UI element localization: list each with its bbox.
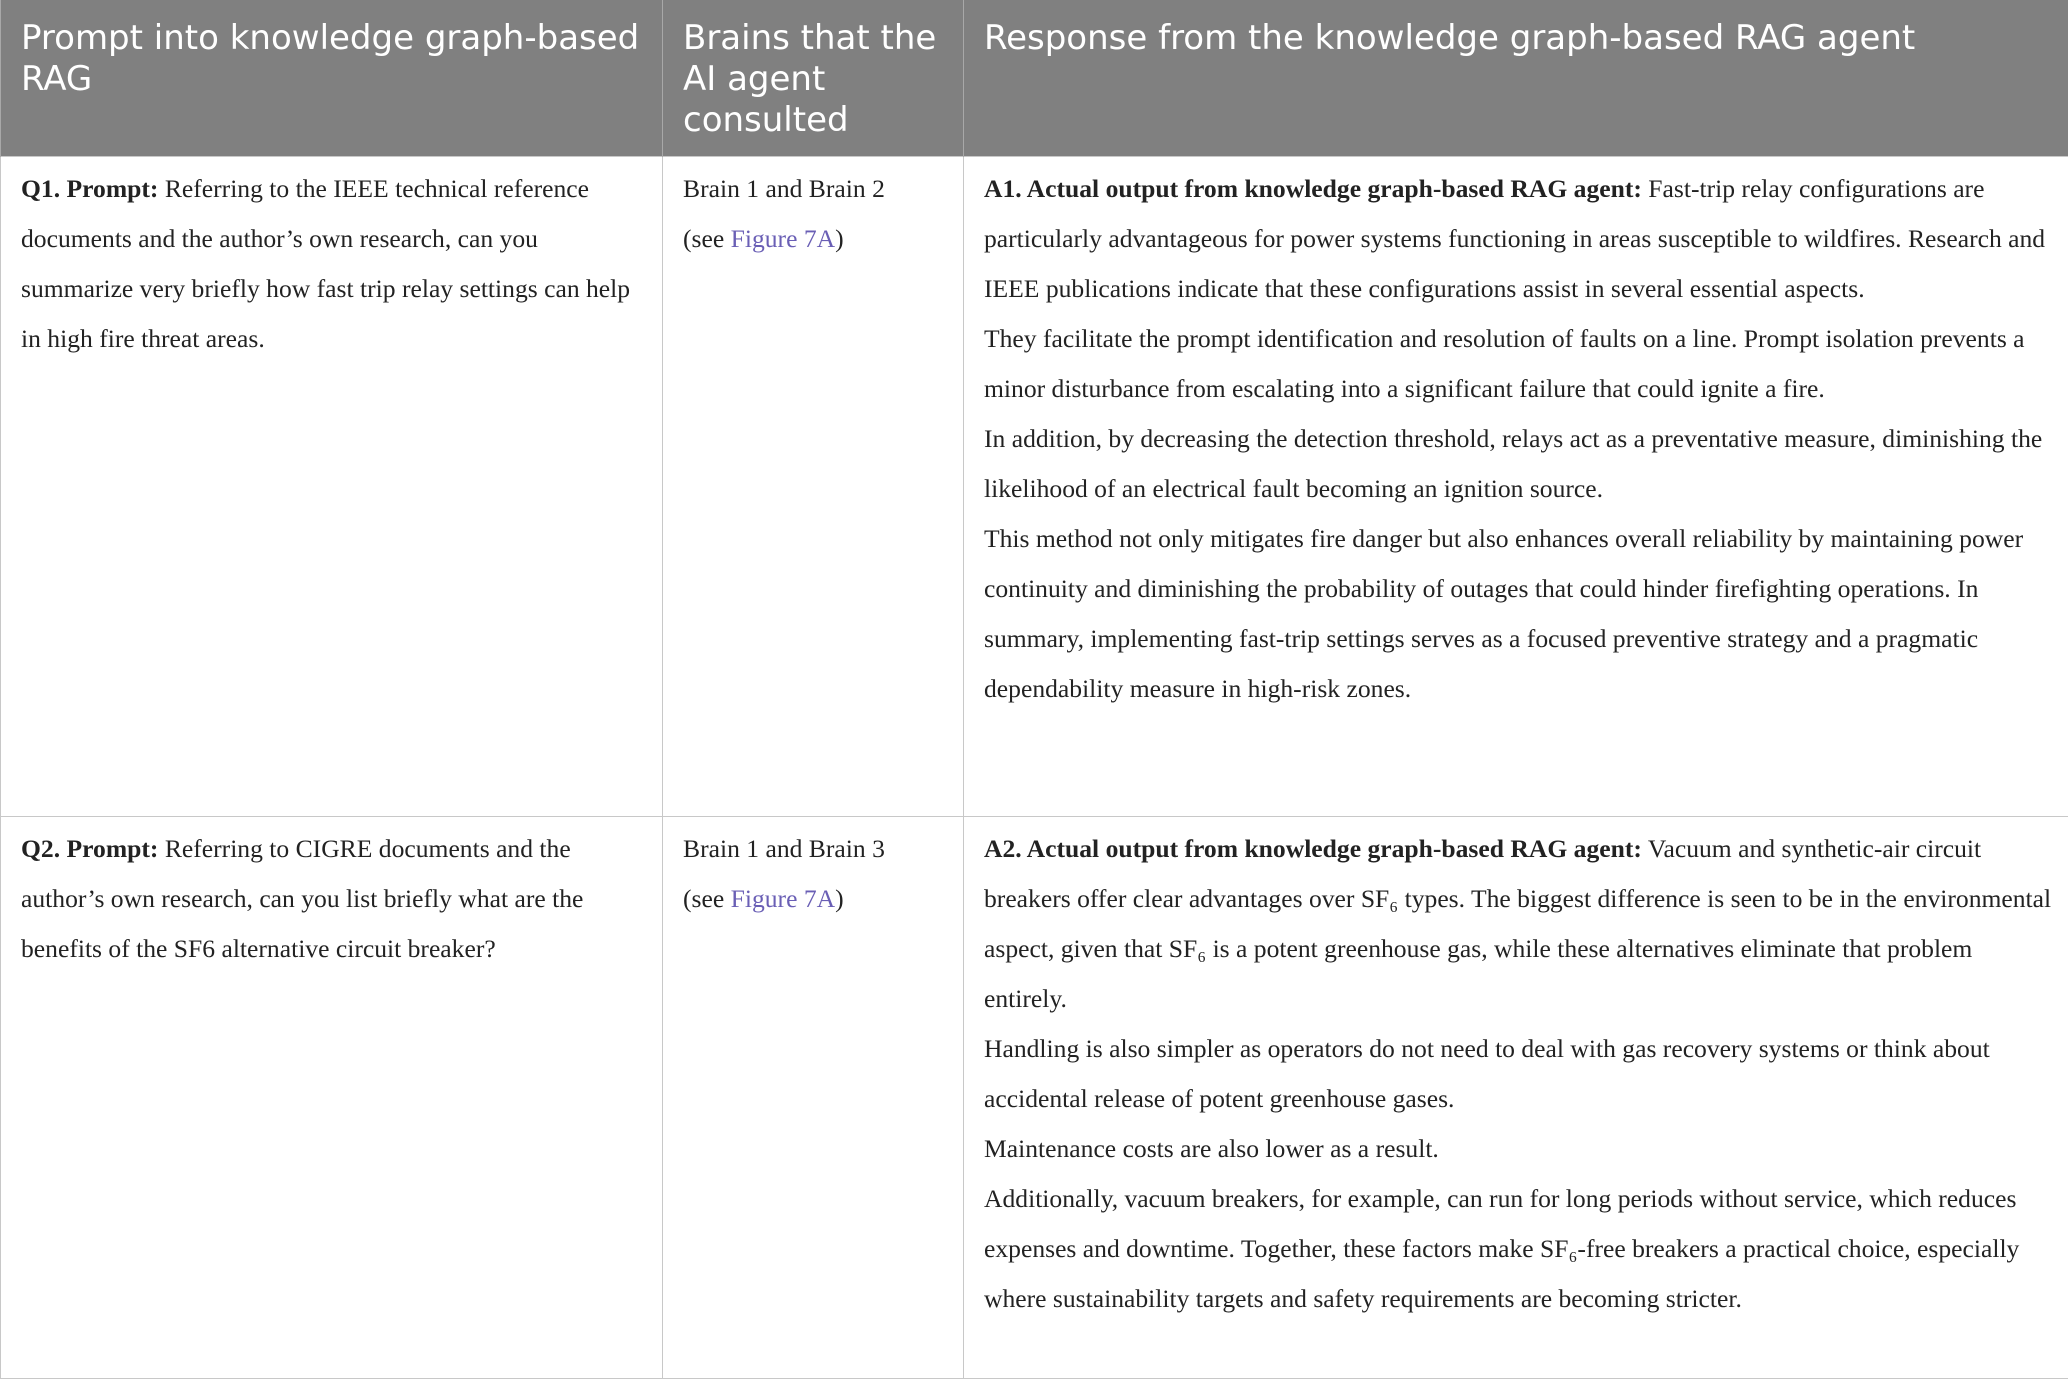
brains-cell [663,156,964,816]
response-paragraph: Maintenance costs are also lower as a result. [984,1133,1439,1163]
header-row [1,0,2068,156]
table-row [1,816,2068,1378]
brains-text: Brain 1 and Brain 3 [683,833,885,863]
header-brains: Brains that the AI agent consulted [663,0,964,156]
response-cell [964,816,2068,1378]
response-paragraph: Vacuum and synthetic-air circuit breakers offer clear advantages over SF₆ types. The biggest difference is seen to be in the environmental aspect, given that SF₆ is a potent greenhouse gas, while these alternatives eliminate that problem entirely. [984,833,2052,1013]
see-prefix: (see [683,883,731,913]
brains-text: Brain 1 and Brain 2 [683,173,885,203]
see-suffix: ) [835,223,844,253]
see-suffix: ) [835,883,844,913]
response-label: A2. Actual output from knowledge graph-based RAG agent: [984,833,1642,863]
response-paragraph: Handling is also simpler as operators do not need to deal with gas recovery systems or think about accidental release of potent greenhouse gases. [984,1033,1990,1113]
table-row [1,156,2068,816]
response-label: A1. Actual output from knowledge graph-based RAG agent: [984,173,1642,203]
response-cell [964,156,2068,816]
prompt-text: Referring to CIGRE documents and the author’s own research, can you list briefly what are the benefits of the SF6 alternative circuit breaker? [21,833,584,963]
response-paragraph: In addition, by decreasing the detection threshold, relays act as a preventative measure, diminishing the likelihood of an electrical fault becoming an ignition source. [984,423,2043,503]
prompt-label: Q1. Prompt: [21,173,159,203]
response-paragraph: Additionally, vacuum breakers, for example, can run for long periods without service, which reduces expenses and downtime. Together, these factors make SF₆-free breakers a practical choice, especially where sustainability targets and safety requirements are becoming stricter. [984,1183,2020,1313]
prompt-cell [1,816,663,1378]
brains-cell [663,816,964,1378]
figure-link[interactable]: Figure 7A [730,223,836,253]
prompt-text: Referring to the IEEE technical reference documents and the author’s own research, can you summarize very briefly how fast trip relay settings can help in high fire threat areas. [21,173,631,353]
response-paragraph: They facilitate the prompt identification and resolution of faults on a line. Prompt isolation prevents a minor disturbance from escalating into a significant failure that could ignite a fire. [984,323,2025,403]
header-prompt: Prompt into knowledge graph-based RAG [1,0,663,156]
prompt-label: Q2. Prompt: [21,833,159,863]
see-prefix: (see [683,223,731,253]
figure-link[interactable]: Figure 7A [730,883,836,913]
response-paragraph: Fast-trip relay configurations are particularly advantageous for power systems functioning in areas susceptible to wildfires. Research and IEEE publications indicate that these configurations assist in several essential aspects. [984,173,2046,303]
response-paragraph: This method not only mitigates fire danger but also enhances overall reliability by maintaining power continuity and diminishing the probability of outages that could hinder firefighting operations. In summary, implementing fast-trip settings serves as a focused preventive strategy and a pragmatic dependability measure in high-risk zones. [984,523,2024,703]
header-response: Response from the knowledge graph-based RAG agent [964,0,2068,156]
prompt-cell [1,156,663,816]
